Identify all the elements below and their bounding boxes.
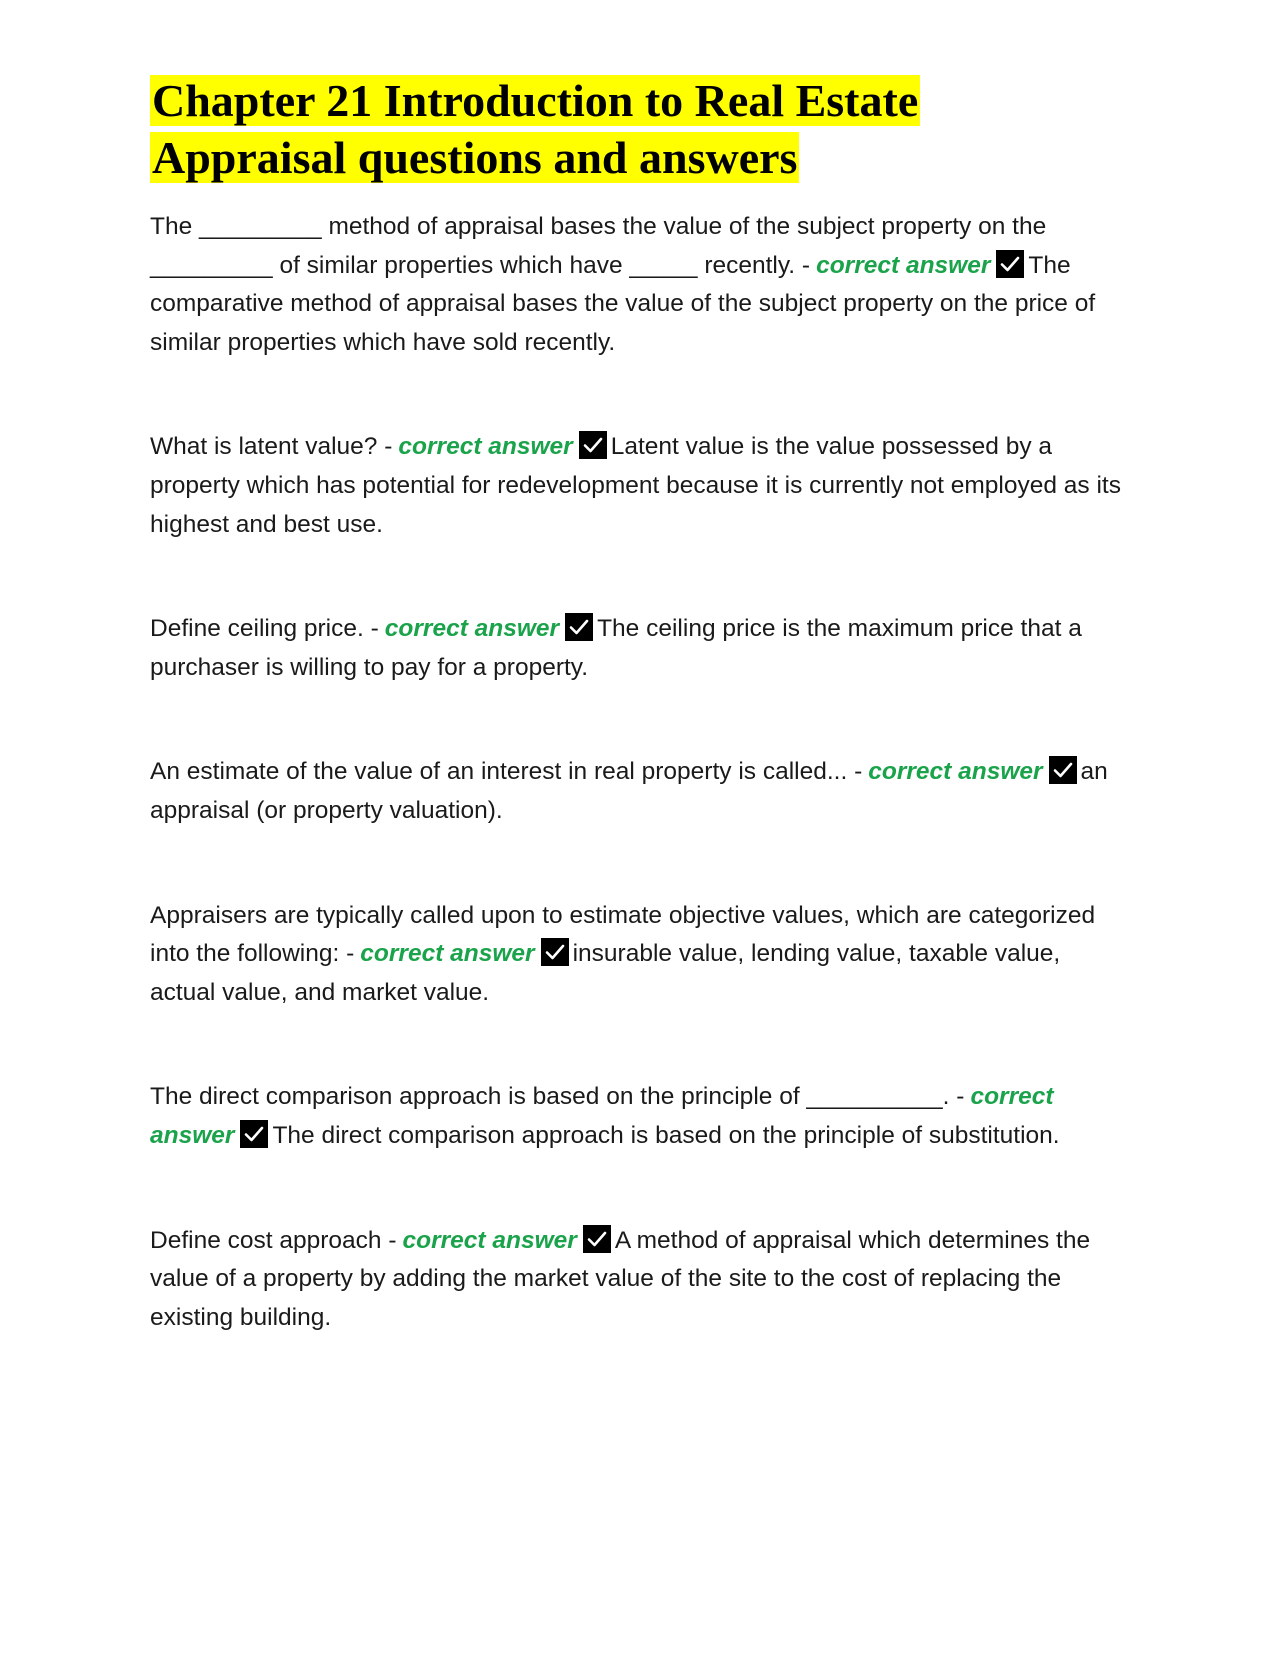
answer-text: A method of appraisal which determines the value of a property by adding the market value of the site to the cost of replacing the existing building. (150, 1226, 1091, 1331)
correct-answer-label: correct answer (816, 251, 991, 279)
answer-text: an appraisal (or property valuation). (150, 758, 1108, 824)
title-line-2: Appraisal questions and answers (152, 132, 798, 183)
question-text: Define cost approach - (150, 1226, 397, 1254)
qa-item (150, 610, 1130, 687)
document-title (150, 72, 1130, 186)
qa-item (150, 753, 1130, 830)
question-text: Define ceiling price. - (150, 615, 379, 643)
qa-item (150, 1078, 1130, 1155)
document-page (150, 72, 1130, 1337)
answer-text: The comparative method of appraisal bases the value of the subject property on the price of similar properties which have sold recently. (150, 251, 1096, 356)
answer-text: insurable value, lending value, taxable value, actual value, and market value. (150, 940, 1061, 1006)
correct-answer-label: correct answer (398, 433, 573, 461)
qa-item (150, 897, 1130, 1013)
answer-text: Latent value is the value possessed by a property which has potential for redevelopment because it is currently not employed as its highest and best use. (150, 433, 1121, 538)
question-text: What is latent value? - (150, 433, 393, 461)
correct-answer-label: correct answer (402, 1226, 577, 1254)
check-box-icon (240, 1120, 268, 1148)
qa-list (150, 208, 1130, 1337)
answer-text: The ceiling price is the maximum price that a purchaser is willing to pay for a property. (150, 615, 1082, 681)
answer-text: The direct comparison approach is based on the principle of substitution. (272, 1121, 1060, 1149)
question-text: Appraisers are typically called upon to estimate objective values, which are categorized into the following: - (150, 901, 1096, 968)
correct-answer-label: correct answer (360, 940, 535, 968)
correct-answer-label: correct answer (150, 1083, 1054, 1149)
question-text: The _________ method of appraisal bases the value of the subject property on the _________ of similar properties which have _____ recently. - (150, 213, 1047, 279)
correct-answer-label: correct answer (868, 758, 1043, 786)
question-text: An estimate of the value of an interest in real property is called... - (150, 758, 863, 786)
question-text: The direct comparison approach is based on the principle of __________. - (150, 1083, 965, 1111)
qa-item (150, 1222, 1130, 1338)
qa-item (150, 428, 1130, 544)
qa-item (150, 208, 1130, 362)
check-box-icon (541, 938, 569, 966)
check-box-icon (583, 1225, 611, 1253)
check-box-icon (565, 613, 593, 641)
check-box-icon (996, 250, 1024, 278)
correct-answer-label: correct answer (384, 615, 560, 643)
check-box-icon (579, 431, 607, 459)
title-line-1: Chapter 21 Introduction to Real Estate (152, 75, 919, 126)
check-box-icon (1049, 756, 1077, 784)
